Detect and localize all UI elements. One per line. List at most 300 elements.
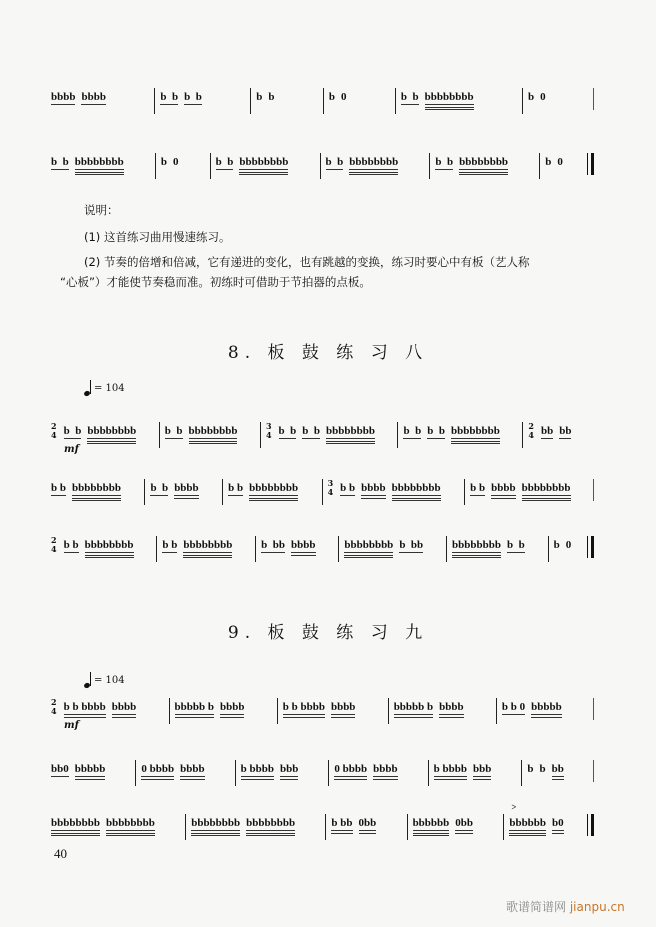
beam-underline [51, 835, 100, 836]
beam-underline [85, 557, 134, 558]
measure [522, 422, 594, 448]
beam-underline [51, 776, 69, 777]
time-signature [328, 479, 334, 497]
watermark-site: jianpu.cn [569, 900, 625, 914]
note-group: 0 bbbb [334, 760, 367, 776]
beam-underline [184, 104, 202, 105]
beam-underline [491, 498, 515, 499]
note-group: bb0 [51, 763, 69, 775]
time-signature-number: 2 [51, 697, 57, 707]
beam-underline [401, 104, 419, 105]
note-group: bbbb [291, 536, 315, 552]
measure [210, 153, 320, 179]
note-group: bbbbbbbb [452, 536, 501, 552]
measure [155, 153, 210, 179]
beam-underline [331, 714, 355, 715]
quarter-note-icon [84, 380, 91, 396]
beam-underline [392, 495, 441, 496]
beam-underline [75, 174, 124, 175]
measure [135, 760, 234, 786]
beam-underline [373, 776, 397, 777]
beam-underline [302, 438, 320, 439]
beam-underline [64, 552, 79, 553]
beam-underline [451, 441, 500, 442]
beam-underline [340, 495, 355, 496]
measure [397, 422, 522, 448]
notation-row [46, 153, 594, 179]
explanation-item-2: (2) 节奏的倍增和倍减，它有递进的变化，也有跳越的变换，练习时要心中有板（艺人称 [84, 255, 530, 269]
measure [464, 479, 594, 505]
notation-row [46, 421, 594, 455]
beam-underline [75, 776, 106, 777]
note-group: bbbbbbbb [106, 814, 155, 830]
note-group: b bbbb [241, 760, 274, 776]
note-group: bbbbbbbb [189, 422, 238, 438]
beam-underline [51, 833, 100, 834]
time-signature-number: 4 [51, 544, 57, 554]
note-group: bbbb [51, 91, 76, 103]
beam-underline [249, 500, 298, 501]
note-group: bbbb [439, 698, 463, 714]
note-group: b b bbbb [64, 698, 106, 714]
quarter-note-icon [84, 672, 91, 688]
measure [407, 814, 504, 840]
beam-underline [413, 833, 450, 834]
note-group: bbbbb b [175, 698, 214, 714]
beam-underline [439, 714, 463, 715]
note-group: bb [552, 760, 564, 776]
beam-underline [81, 104, 105, 105]
beam-underline [349, 172, 398, 173]
measure [277, 698, 388, 724]
beam-underline [331, 717, 355, 718]
beam-underline [183, 557, 232, 558]
time-signature [528, 422, 534, 440]
beam-underline [51, 495, 66, 496]
note-group: b b bbbb [283, 698, 325, 714]
beam-underline [239, 172, 288, 173]
note-group: b b [325, 156, 344, 168]
beam-underline [349, 174, 398, 175]
beam-underline [174, 498, 198, 499]
beam-underline [541, 438, 553, 439]
measure [250, 88, 323, 114]
note-group: b bb [399, 539, 424, 551]
beam-underline [162, 552, 177, 553]
measure [338, 536, 446, 562]
note-group: bbbb [81, 91, 106, 103]
watermark [506, 898, 625, 915]
beam-underline [246, 830, 295, 831]
beam-underline [491, 495, 515, 496]
note-group: b b [63, 425, 82, 437]
beam-underline [334, 779, 367, 780]
note-group: bbbbbbbb [183, 536, 232, 552]
beam-underline [87, 438, 136, 439]
beam-underline [425, 109, 474, 110]
beam-underline [392, 500, 441, 501]
note-group: b b [51, 482, 66, 494]
beam-underline [559, 438, 571, 439]
beam-underline [359, 830, 377, 831]
beam-underline [85, 552, 134, 553]
beam-underline [175, 714, 214, 715]
beam-underline [326, 169, 344, 170]
beam-underline [283, 714, 325, 715]
beam-underline [279, 438, 297, 439]
note-group: b b [278, 425, 297, 437]
time-signature-number: 3 [327, 478, 334, 488]
measure [539, 153, 594, 179]
measure [325, 814, 406, 840]
note-group: bbbbbbbb [246, 814, 295, 830]
time-signature [266, 422, 272, 440]
beam-underline [283, 717, 325, 718]
note-group: bbbbbbbb [349, 153, 398, 169]
explanation-item-2-cont: “心板”）才能使节奏稳而准。初练时可借助于节拍器的点板。 [60, 275, 371, 289]
beam-underline [191, 835, 240, 836]
beam-underline [531, 714, 562, 715]
notation-row [46, 479, 594, 505]
beam-underline [165, 438, 183, 439]
note-group: bbbbbbbb [326, 422, 375, 438]
note-group: bbbb [174, 479, 198, 495]
beam-underline [509, 835, 546, 836]
note-group: bbbbbbbb [191, 814, 240, 830]
tempo-marking [84, 672, 125, 688]
note-group: bbbbbbbb [425, 88, 474, 104]
beam-underline [246, 835, 295, 836]
beam-underline [373, 779, 397, 780]
note-group: b b [228, 482, 244, 494]
beam-underline [51, 830, 100, 831]
beam-underline [189, 441, 238, 442]
beam-underline [291, 555, 315, 556]
note-group: b b [470, 482, 486, 494]
beam-underline [451, 443, 500, 444]
beam-underline [75, 779, 106, 780]
beam-underline [552, 779, 564, 780]
tempo-marking [84, 380, 125, 396]
beam-underline [183, 555, 232, 556]
note-group: b b [506, 539, 525, 551]
beam-underline [228, 495, 243, 496]
beam-underline [85, 555, 134, 556]
beam-underline [64, 714, 106, 715]
beam-underline [361, 495, 385, 496]
measure [255, 536, 338, 562]
note-group: bbb [473, 760, 491, 776]
beam-underline [470, 495, 485, 496]
beam-underline [552, 776, 564, 777]
measure [503, 802, 594, 840]
note-group: b b [160, 91, 179, 103]
measure [46, 88, 154, 114]
beam-underline [459, 172, 508, 173]
measure [388, 698, 496, 724]
beam-underline [455, 830, 473, 831]
beam-underline [522, 495, 571, 496]
beam-underline [473, 779, 491, 780]
beam-underline [216, 169, 234, 170]
beam-underline [344, 555, 393, 556]
measure [428, 760, 522, 786]
beam-underline [427, 438, 445, 439]
note-group: b [545, 156, 552, 168]
note-group: b [160, 156, 167, 168]
beam-underline [241, 776, 274, 777]
measure [446, 536, 548, 562]
note-group: bbbbbbbb [239, 153, 288, 169]
measure [46, 760, 135, 786]
beam-underline [326, 438, 375, 439]
time-signature-number: 2 [528, 421, 534, 431]
beam-underline [249, 498, 298, 499]
beam-underline [331, 830, 352, 831]
note-group: bb [540, 425, 554, 437]
beam-underline [239, 169, 288, 170]
beam-underline [191, 833, 240, 834]
measure [144, 479, 222, 505]
note-group: b b [427, 425, 445, 437]
note-group: bbbbb [75, 760, 106, 776]
time-signature-number: 2 [51, 535, 57, 545]
beam-underline [189, 438, 238, 439]
time-signature-number: 3 [265, 421, 272, 431]
note-group: bbbbbbbb [85, 536, 134, 552]
note-group: b [268, 91, 275, 103]
note-group: b b [400, 91, 419, 103]
beam-underline [72, 498, 121, 499]
note-group: b b [162, 539, 178, 551]
beam-underline [106, 835, 155, 836]
beam-underline [141, 776, 174, 777]
beam-underline [359, 833, 377, 834]
note-group: 0 [172, 156, 179, 168]
note-group: 0 [557, 156, 563, 168]
note-group: b [527, 763, 534, 775]
beam-underline [160, 104, 178, 105]
note-group: b bbbb [434, 760, 467, 776]
note-group: 0 [341, 91, 347, 103]
measure [521, 760, 594, 786]
note-group: bbbbbbbb [451, 422, 500, 438]
note-group: 0bb [455, 814, 473, 830]
beam-underline [509, 833, 546, 834]
beam-underline [435, 169, 453, 170]
beam-underline [392, 498, 441, 499]
measure [154, 88, 250, 114]
beam-underline [51, 169, 69, 170]
note-group: b b [403, 425, 422, 437]
note-group: bbb [280, 760, 298, 776]
note-group: b b [340, 482, 356, 494]
measure [169, 698, 277, 724]
note-group: b b [184, 91, 202, 103]
beam-underline [413, 835, 450, 836]
beam-underline [150, 495, 168, 496]
note-group: bbbbbb > [509, 814, 546, 830]
page-number: 40 [54, 846, 67, 861]
beam-underline [349, 169, 398, 170]
watermark-cn: 歌谱简谱网 [506, 900, 567, 914]
note-group: b [553, 539, 560, 551]
measure [323, 88, 395, 114]
beam-underline [51, 104, 75, 105]
time-signature-number: 4 [51, 430, 57, 440]
note-group: b b [51, 156, 69, 168]
beam-underline [175, 717, 214, 718]
beam-underline [64, 717, 106, 718]
beam-underline [459, 174, 508, 175]
beam-underline [106, 830, 155, 831]
time-signature-number: 4 [528, 430, 534, 440]
note-group: bbbbbbbb [75, 153, 124, 169]
beam-underline [72, 500, 121, 501]
beam-underline [326, 443, 375, 444]
note-group: bbbbbb [413, 814, 450, 830]
beam-underline [552, 833, 564, 834]
beam-underline [249, 495, 298, 496]
beam-underline [522, 500, 571, 501]
note-group: bbbbbbbb [51, 814, 100, 830]
beam-underline [451, 438, 500, 439]
note-group: b [539, 763, 546, 775]
measure [260, 422, 398, 448]
beam-underline [220, 717, 244, 718]
beam-underline [191, 830, 240, 831]
measure [46, 479, 144, 505]
measure [395, 88, 522, 114]
measure [522, 88, 594, 114]
measure [159, 422, 260, 448]
note-group: 0 [540, 91, 546, 103]
note-group: b b 0 [501, 701, 526, 713]
beam-underline [326, 441, 375, 442]
beam-underline [291, 552, 315, 553]
time-signature-number: 4 [51, 706, 57, 716]
note-group: bbbb [331, 698, 355, 714]
beam-underline [241, 779, 274, 780]
beam-underline [522, 498, 571, 499]
note-group: 0 [565, 539, 572, 551]
beam-underline [455, 833, 473, 834]
beam-underline [87, 441, 136, 442]
beam-underline [502, 714, 525, 715]
measure [322, 479, 465, 505]
note-group: bbbbbbbb [392, 479, 441, 495]
beam-underline [239, 174, 288, 175]
time-signature-number: 2 [51, 421, 57, 431]
beam-underline [183, 552, 232, 553]
beam-underline [459, 169, 508, 170]
beam-underline [394, 717, 433, 718]
note-group: 0 bbbb [141, 760, 174, 776]
measure [320, 153, 430, 179]
note-group: bbbbbbbb [249, 479, 298, 495]
beam-underline [180, 779, 204, 780]
beam-underline [394, 714, 433, 715]
note-group: b bb [261, 539, 286, 551]
beam-underline [246, 833, 295, 834]
notation-row [46, 802, 594, 840]
measure [46, 153, 155, 179]
note-group: bbbb [491, 479, 515, 495]
beam-underline [331, 833, 352, 834]
beam-underline [64, 438, 82, 439]
note-group: b [256, 91, 263, 103]
beam-underline [507, 552, 525, 553]
measure [328, 760, 427, 786]
beam-underline [531, 717, 562, 718]
section-8-title: 8. 板 鼓 练 习 八 [227, 343, 429, 363]
measure [156, 536, 255, 562]
note-group: b [528, 91, 535, 103]
note-group: b b [435, 156, 454, 168]
dynamic-marking: mf [64, 720, 79, 731]
note-group: b0 [552, 814, 564, 830]
beam-underline [220, 714, 244, 715]
measure [496, 698, 594, 724]
explanation-heading: 说明： [84, 203, 119, 217]
note-group: bbbb [373, 760, 397, 776]
beam-underline [112, 717, 136, 718]
time-signature [51, 698, 57, 716]
tempo-value: = 104 [94, 674, 125, 686]
section-9-title: 9. 板 鼓 练 习 九 [227, 623, 429, 643]
note-group: b b [164, 425, 183, 437]
note-group: b [328, 91, 336, 103]
note-group: 0bb [359, 814, 377, 830]
beam-underline [473, 776, 491, 777]
note-group: bbbbbbbb [522, 479, 571, 495]
beam-underline [280, 776, 298, 777]
measure [46, 697, 169, 731]
notation-row [46, 760, 594, 786]
beam-underline [75, 169, 124, 170]
note-group: bbbbbbbb [72, 479, 121, 495]
beam-underline [425, 104, 474, 105]
notation-row [46, 697, 594, 731]
time-signature-number: 4 [327, 487, 334, 497]
note-group: bbbbbbbb [87, 422, 136, 438]
note-group: b b [302, 425, 321, 437]
beam-underline [413, 830, 450, 831]
beam-underline [344, 552, 393, 553]
dynamic-marking: mf [64, 444, 79, 455]
note-group: bbbb [112, 698, 136, 714]
notation-row [46, 88, 594, 114]
beam-underline [141, 779, 174, 780]
beam-underline [439, 717, 463, 718]
note-group: bbbbb b [394, 698, 433, 714]
measure [46, 536, 156, 562]
beam-underline [344, 557, 393, 558]
beam-underline [425, 107, 474, 108]
measure [46, 421, 159, 455]
beam-underline [403, 438, 421, 439]
note-group: bbbb [180, 760, 204, 776]
note-group: b b [215, 156, 234, 168]
beam-underline [174, 495, 198, 496]
notation-row [46, 536, 594, 562]
beam-underline [509, 830, 546, 831]
beam-underline [452, 555, 501, 556]
beam-underline [434, 776, 467, 777]
note-group: b bb [331, 814, 352, 830]
tempo-value: = 104 [94, 382, 125, 394]
note-group: bbbb [220, 698, 244, 714]
